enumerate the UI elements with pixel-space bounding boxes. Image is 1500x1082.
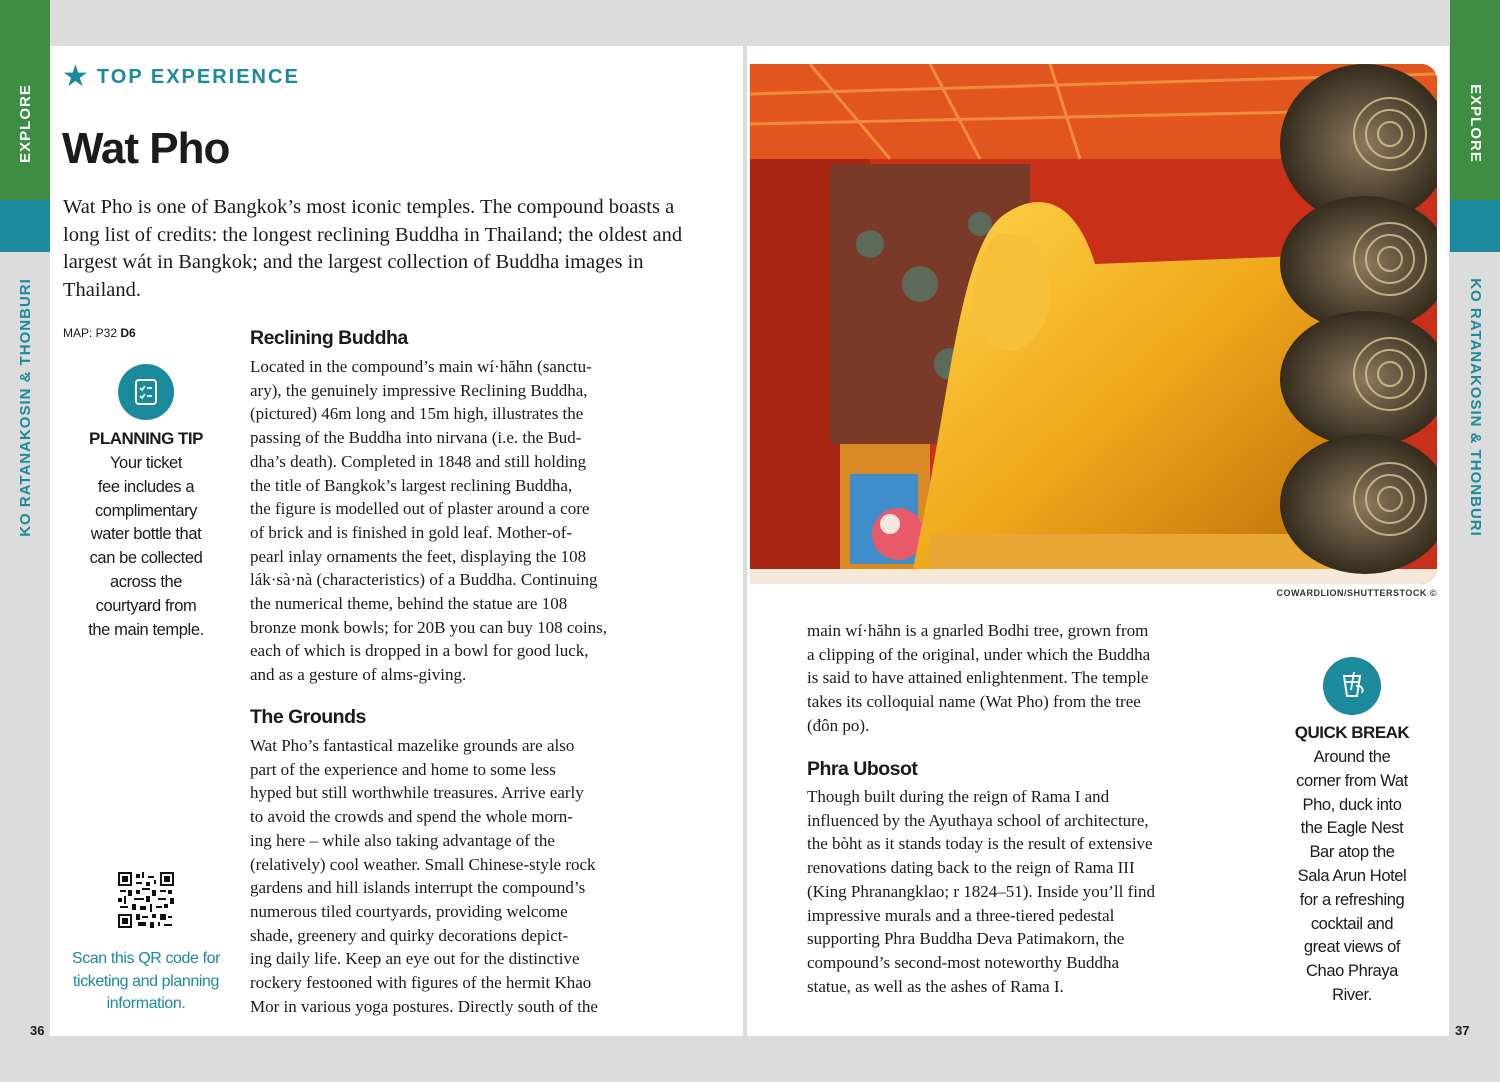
right-explore-label-wrap (1450, 46, 1500, 200)
left-region-tab-marker (0, 200, 50, 252)
reclining-line: lák·sà·nà (characteristics) of a Buddha. Continuing (250, 570, 598, 590)
grounds-line: ing daily life. Keep an eye out for the distinctive (250, 949, 580, 969)
ubosot-line: influenced by the Ayuthaya school of architecture, (807, 810, 1149, 830)
reclining-line: of brick and is finished in gold leaf. Mother-of- (250, 522, 573, 542)
break-line: River. (1332, 985, 1372, 1004)
qr-caption-line: information. (106, 995, 186, 1012)
map-reference[interactable] (63, 326, 136, 340)
grounds-heading: The Grounds (250, 706, 366, 728)
left-explore-label-wrap (0, 46, 50, 200)
tip-line: Your ticket (109, 454, 183, 472)
reclining-line: (pictured) 46m long and 15m high, illustrates the (250, 404, 584, 424)
reclining-line: pearl inlay ornaments the feet, displaying the 108 (250, 546, 587, 566)
qr-code-icon[interactable] (118, 872, 174, 928)
reclining-buddha-body (250, 355, 700, 687)
ubosot-line: compound’s second-most noteworthy Buddha (807, 952, 1120, 972)
grounds-line: part of the experience and home to some less (250, 759, 556, 779)
reclining-line: and as a gesture of alms-giving. (250, 665, 467, 685)
intro-paragraph: Wat Pho is one of Bangkok’s most iconic temples. The compound boasts a long list of credits: the longest reclining Buddha in Thailand; the oldest and largest wát in Bangkok; and the largest collection of Buddha images in Thailand. (63, 196, 683, 301)
grounds-line: hyped but still worthwhile treasures. Arrive early (250, 783, 584, 803)
qr-caption (60, 948, 232, 1016)
top-experience-kicker (62, 62, 300, 92)
phra-ubosot-heading: Phra Ubosot (807, 758, 918, 780)
glass-icon (1323, 657, 1381, 715)
reclining-buddha-heading: Reclining Buddha (250, 327, 408, 349)
reclining-line: passing of the Buddha into nirvana (i.e. the Bud- (250, 428, 582, 448)
grounds-line: rockery festooned with figures of the hermit Khao (250, 973, 592, 993)
continued-line: a clipping of the original, under which the Buddha (807, 644, 1151, 664)
reclining-line: the title of Bangkok’s largest reclining Buddha, (250, 475, 573, 495)
tip-line: fee includes a (97, 477, 195, 496)
planning-tip-heading: PLANNING TIP (89, 429, 203, 448)
tip-line: courtyard from (95, 596, 197, 615)
grounds-line: to avoid the crowds and spend the whole morn- (250, 807, 573, 827)
page-number-right: 37 (1455, 1023, 1470, 1038)
grounds-line: shade, greenery and quirky decorations depict- (250, 925, 569, 945)
right-region-label: KO RATANAKOSIN & THONBURI (1466, 277, 1484, 537)
break-line: for a refreshing (1299, 890, 1405, 909)
grounds-line: ing here – while also taking advantage of the (250, 830, 555, 850)
reclining-line: each of which is dropped in a bowl for good luck, (250, 641, 589, 661)
ubosot-line: supporting Phra Buddha Deva Patimakorn, the (807, 929, 1125, 949)
qr-caption-line: ticketing and planning (73, 972, 219, 990)
break-line: great views of (1303, 938, 1401, 957)
ubosot-line: the bòht as it stands today is the result of extensive (807, 834, 1153, 854)
page-title: Wat Pho (62, 124, 230, 173)
star-icon: ★ (62, 60, 89, 93)
tip-line: across the (109, 572, 183, 591)
continued-line: main wí·hăhn is a gnarled Bodhi tree, grown from (807, 621, 1149, 640)
right-region-label-wrap (1450, 252, 1500, 562)
phra-ubosot-body (807, 785, 1257, 998)
checklist-icon (118, 364, 174, 420)
break-line: Pho, duck into (1302, 795, 1402, 814)
quick-break-body (1268, 746, 1436, 1008)
continued-line: is said to have attained enlightenment. The temple (807, 668, 1149, 688)
ubosot-line: impressive murals and a three-tiered pedestal (807, 905, 1115, 925)
tip-line: water bottle that (90, 525, 202, 544)
photo-credit: COWARDLION/SHUTTERSTOCK © (1276, 588, 1437, 598)
page-number-left: 36 (30, 1023, 45, 1038)
left-region-label-wrap (0, 252, 50, 562)
reclining-line: ary), the genuinely impressive Reclining Buddha, (250, 380, 588, 400)
qr-caption-line: Scan this QR code for (71, 950, 221, 967)
grounds-line: Wat Pho’s fantastical mazelike grounds are also (250, 736, 575, 755)
reclining-line: the figure is modelled out of plaster around a core (250, 499, 590, 519)
tip-line: the main temple. (88, 620, 204, 639)
right-region-tab-marker (1450, 200, 1500, 252)
grounds-line: Mor in various yoga postures. Directly south of the (250, 996, 598, 1016)
reclining-line: Located in the compound’s main wí·hăhn (sanctu- (250, 357, 592, 376)
tip-line: complimentary (94, 501, 198, 520)
ubosot-line: statue, as well as the ashes of Rama I. (807, 976, 1064, 996)
grounds-line: gardens and hill islands interrupt the compound’s (250, 878, 586, 898)
ubosot-line: renovations dating back to the reign of Rama III (807, 858, 1135, 878)
break-line: Bar atop the (1309, 843, 1395, 862)
map-ref-label: MAP: P32 (63, 326, 118, 340)
left-region-label: KO RATANAKOSIN & THONBURI (16, 277, 34, 537)
reclining-buddha-photo (750, 64, 1437, 584)
break-line: corner from Wat (1296, 771, 1408, 790)
grounds-body (250, 734, 700, 1018)
break-line: the Eagle Nest (1300, 819, 1404, 838)
kicker-label: TOP EXPERIENCE (96, 65, 300, 88)
break-line: Chao Phraya (1306, 962, 1398, 981)
planning-tip-body (60, 452, 232, 642)
left-explore-label: EXPLORE (16, 83, 34, 163)
reclining-line: the numerical theme, behind the statue are 108 (250, 594, 568, 614)
ubosot-line: (King Phranangklao; r 1824–51). Inside you’ll find (807, 881, 1155, 901)
quick-break-heading: QUICK BREAK (1294, 723, 1410, 742)
grounds-line: numerous tiled courtyards, providing welcome (250, 901, 568, 921)
continued-line: (đôn po). (807, 715, 870, 735)
wat-pho-continued (807, 619, 1257, 738)
break-line: Sala Arun Hotel (1297, 866, 1407, 885)
map-ref-grid: D6 (120, 326, 136, 340)
tip-line: can be collected (89, 549, 203, 568)
reclining-line: dha’s death). Completed in 1848 and still holding (250, 451, 587, 471)
break-line: cocktail and (1310, 914, 1394, 933)
reclining-line: bronze monk bowls; for 20B you can buy 108 coins, (250, 617, 607, 637)
ubosot-line: Though built during the reign of Rama I and (807, 787, 1110, 806)
break-line: Around the (1313, 748, 1391, 766)
continued-line: takes its colloquial name (Wat Pho) from the tree (807, 692, 1141, 712)
grounds-line: (relatively) cool weather. Small Chinese-style rock (250, 854, 596, 874)
right-explore-label: EXPLORE (1466, 83, 1484, 163)
